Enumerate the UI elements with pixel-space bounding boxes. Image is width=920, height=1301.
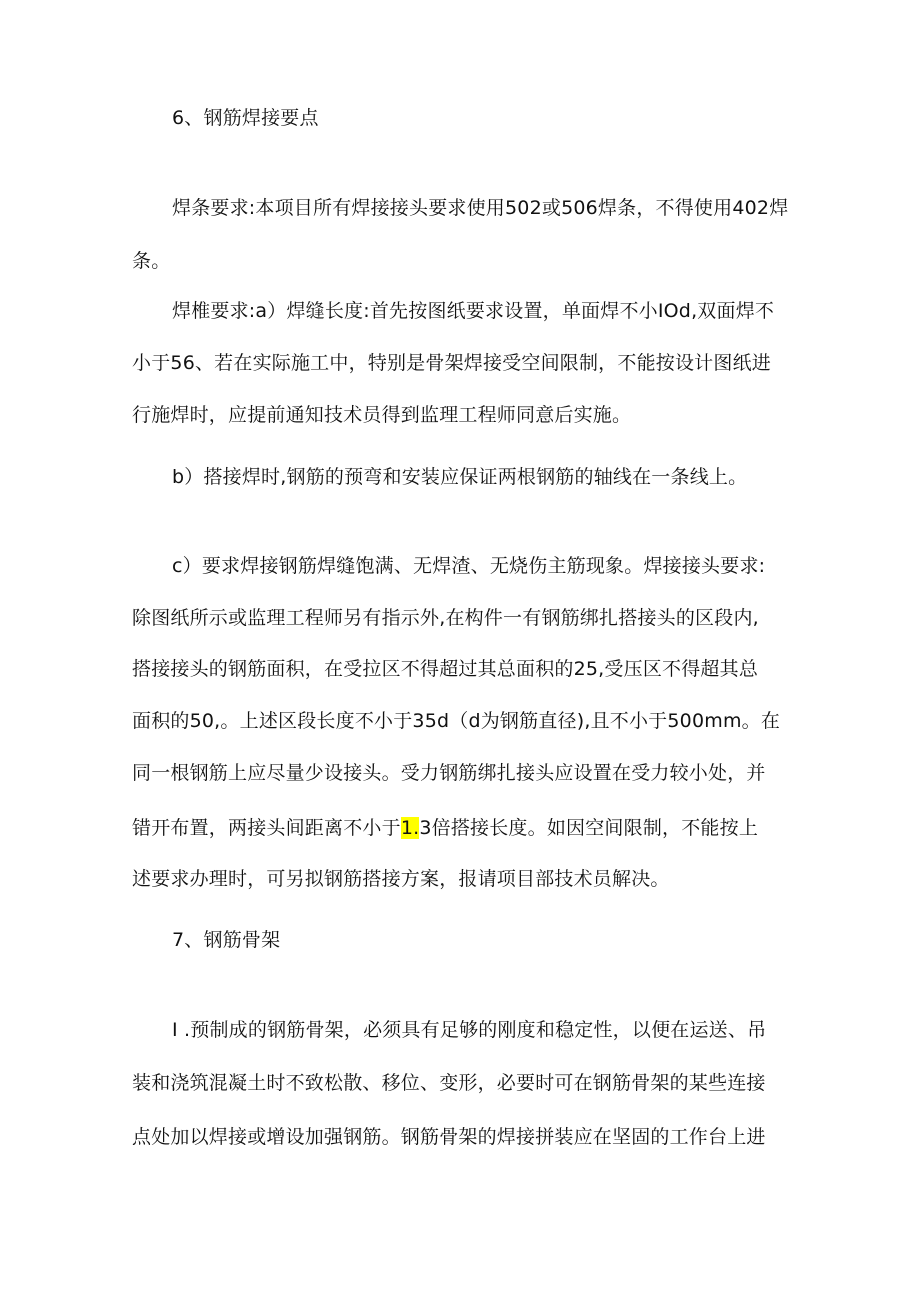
paragraph-c-line-5: 同一根钢筋上应尽量少设接头。受力钢筋绑扎接头应设置在受力较小处，并 [132,762,766,784]
paragraph-frame-line-3: 点处加以焊接或增设加强钢筋。钢筋骨架的焊接拼装应在坚固的工作台上进 [132,1126,766,1148]
section-heading-7: 7、钢筋骨架 [172,929,281,951]
paragraph-frame-line-1: I .预制成的钢筋骨架，必须具有足够的刚度和稳定性，以便在运送、吊 [172,1019,767,1041]
paragraph-rod-line-2: 条。 [132,250,171,272]
paragraph-rod-line-1: 焊条要求:本项目所有焊接接头要求使用502或506焊条，不得使用402焊 [172,197,789,219]
paragraph-c-line-2: 除图纸所示或监理工程师另有指示外,在构件一有钢筋绑扎搭接头的区段内, [132,607,759,629]
paragraph-c-line-4: 面积的50,。上述区段长度不小于35d（d为钢筋直径),且不小于500mm。在 [132,710,781,732]
paragraph-b-line-1: b）搭接焊时,钢筋的预弯和安装应保证两根钢筋的轴线在一条线上。 [172,466,748,488]
paragraph-c-line-3: 搭接接头的钢筋面积，在受拉区不得超过其总面积的25,受压区不得超其总 [132,658,759,680]
paragraph-c-line-1: c）要求焊接钢筋焊缝饱满、无焊渣、无烧伤主筋现象。焊接接头要求: [172,555,766,577]
line-6-text-before: 错开布置，两接头间距离不小于 [132,817,401,839]
paragraph-c-line-6 [132,815,758,841]
highlighted-text: 1. [400,817,420,839]
section-heading-6: 6、钢筋焊接要点 [172,107,319,129]
paragraph-weld-line-1: 焊椎要求:a）焊缝长度:首先按图纸要求设置，单面焊不小IOd,双面焊不 [172,300,775,322]
paragraph-weld-line-2: 小于56、若在实际施工中，特别是骨架焊接受空间限制，不能按设计图纸进 [132,352,771,374]
paragraph-c-line-7: 述要求办理时，可另拟钢筋搭接方案，报请项目部技术员解决。 [132,868,670,890]
paragraph-frame-line-2: 装和浇筑混凝土时不致松散、移位、变形，必要时可在钢筋骨架的某些连接 [132,1072,766,1094]
paragraph-weld-line-3: 行施焊时，应提前通知技术员得到监理工程师同意后实施。 [132,404,632,426]
line-6-text-after: 3倍搭接长度。如因空间限制，不能按上 [419,817,759,839]
